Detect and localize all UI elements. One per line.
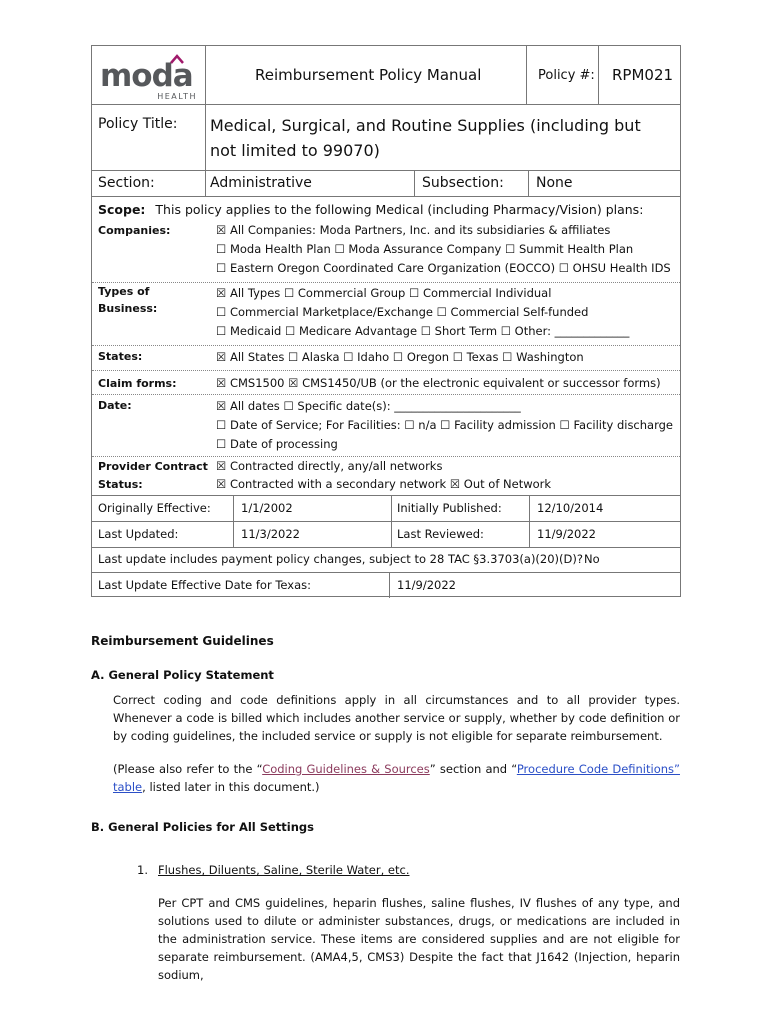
logo-wordmark: moda	[100, 58, 193, 94]
last-updated-label: Last Updated:	[98, 527, 179, 541]
subsection-value: None	[536, 175, 573, 191]
texas-effective-label: Last Update Effective Date for Texas:	[98, 578, 312, 592]
subsection-label: Subsection:	[422, 175, 504, 191]
section-a-paragraph: Correct coding and code definitions apply in all circumstances and to all provider types. Whenever a code is billed which includes another service or supply, whether by code definition or by coding guidelines, the included service or supply is not eligible for separate reimbursement.	[113, 693, 680, 743]
item-1-number: 1.	[137, 863, 148, 877]
item-1-paragraph: Per CPT and CMS guidelines, heparin flushes, saline flushes, IV flushes of any type, and solutions used to dilute or administer substances, drugs, or medications are included in the administration service. These items are considered supplies and are not eligible for separate reimbursement. (AMA4,5, CMS3) Despite the fact that J1642 (Injection, heparin sodium,	[158, 896, 680, 982]
scope-text: This policy applies to the following Medical (including Pharmacy/Vision) plans:	[155, 202, 644, 217]
states-label: States:	[98, 350, 143, 363]
section-a-heading: A. General Policy Statement	[91, 668, 274, 682]
policy-header-table	[91, 45, 681, 597]
initially-published-value: 12/10/2014	[537, 501, 604, 515]
initially-published-label: Initially Published:	[397, 501, 502, 515]
scope-row	[98, 202, 643, 217]
texas-question: Last update includes payment policy changes, subject to 28 TAC §3.3703(a)(20)(D)?	[98, 552, 583, 566]
business-line-3: ☐ Medicaid ☐ Medicare Advantage ☐ Short Term ☐ Other: _____________	[216, 324, 630, 338]
policy-number-label: Policy #:	[538, 68, 595, 83]
date-line-2: ☐ Date of Service; For Facilities: ☐ n/a ☐ Facility admission ☐ Facility discharge	[216, 418, 673, 432]
claim-forms-label: Claim forms:	[98, 377, 177, 390]
texas-answer: No	[584, 552, 600, 566]
reference-pre: (Please also refer to the “	[113, 762, 263, 776]
provider-line-2: ☒ Contracted with a secondary network ☒ Out of Network	[216, 477, 552, 491]
companies-line-2: ☐ Moda Health Plan ☐ Moda Assurance Company ☐ Summit Health Plan	[216, 242, 634, 256]
policy-title: Medical, Surgical, and Routine Supplies (including but not limited to 99070)	[210, 116, 641, 160]
companies-line-3: ☐ Eastern Oregon Coordinated Care Organization (EOCCO) ☐ OHSU Health IDS	[216, 261, 671, 275]
scope-label: Scope:	[98, 202, 146, 217]
business-line-1: ☒ All Types ☐ Commercial Group ☐ Commercial Individual	[216, 286, 552, 300]
business-label-1: Types of	[98, 285, 150, 298]
section-label: Section:	[98, 175, 155, 191]
procedure-code-definitions-link[interactable]: Procedure Code Definitions” table	[113, 762, 680, 794]
section-b-heading: B. General Policies for All Settings	[91, 820, 315, 834]
policy-title-label: Policy Title:	[98, 116, 178, 132]
provider-line-1: ☒ Contracted directly, any/all networks	[216, 459, 443, 473]
companies-line-1: ☒ All Companies: Moda Partners, Inc. and its subsidiaries & affiliates	[216, 223, 611, 237]
reference-post: , listed later in this document.)	[142, 780, 320, 794]
date-label: Date:	[98, 399, 132, 412]
date-line-1: ☒ All dates ☐ Specific date(s): ______________________	[216, 399, 521, 413]
last-reviewed-value: 11/9/2022	[537, 527, 596, 541]
originally-effective-value: 1/1/2002	[241, 501, 293, 515]
reference-mid: ” section and “	[429, 762, 517, 776]
claim-forms-line-1: ☒ CMS1500 ☒ CMS1450/UB (or the electronic equivalent or successor forms)	[216, 376, 661, 390]
last-reviewed-label: Last Reviewed:	[397, 527, 484, 541]
guidelines-heading: Reimbursement Guidelines	[91, 634, 274, 648]
states-line-1: ☒ All States ☐ Alaska ☐ Idaho ☐ Oregon ☐ Texas ☐ Washington	[216, 350, 584, 364]
coding-guidelines-link[interactable]: Coding Guidelines & Sources	[262, 762, 430, 776]
business-label-2: Business:	[98, 302, 158, 315]
business-line-2: ☐ Commercial Marketplace/Exchange ☐ Commercial Self-funded	[216, 305, 589, 319]
section-value: Administrative	[210, 175, 312, 191]
companies-label: Companies:	[98, 224, 171, 237]
originally-effective-label: Originally Effective:	[98, 501, 211, 515]
reference-paragraph	[113, 760, 680, 796]
item-1-title: Flushes, Diluents, Saline, Sterile Water, etc.	[158, 863, 410, 877]
manual-title: Reimbursement Policy Manual	[255, 66, 482, 84]
last-updated-value: 11/3/2022	[241, 527, 300, 541]
date-line-3: ☐ Date of processing	[216, 437, 338, 451]
texas-effective-value: 11/9/2022	[397, 578, 456, 592]
provider-label-2: Status:	[98, 478, 143, 491]
logo-health-text: HEALTH	[157, 92, 197, 101]
policy-number: RPM021	[612, 66, 674, 84]
provider-label-1: Provider Contract	[98, 460, 208, 473]
moda-health-logo	[100, 54, 200, 102]
